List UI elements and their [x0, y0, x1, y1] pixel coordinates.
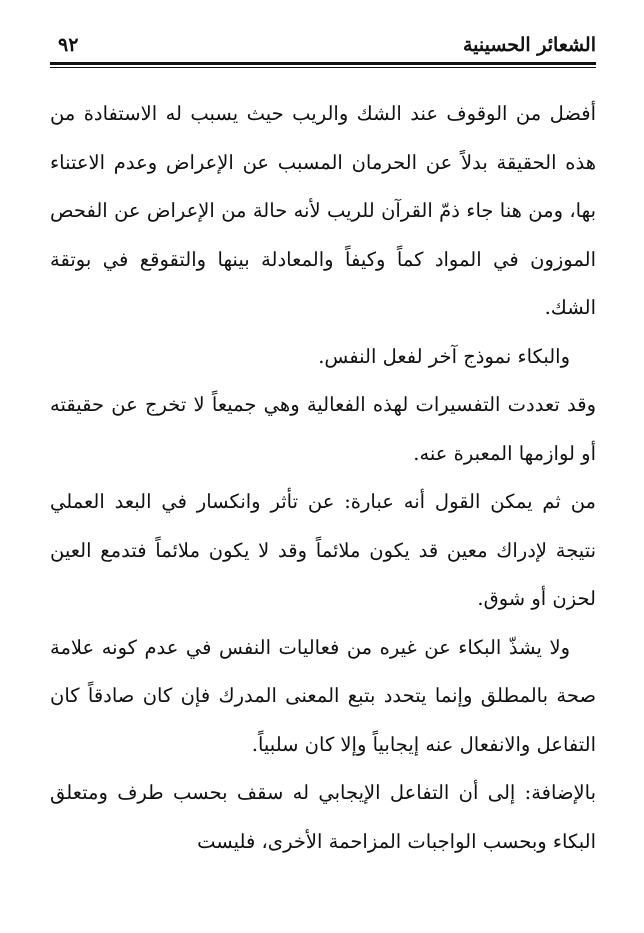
page-number: ٩٢	[58, 34, 79, 56]
paragraph-continuation: أفضل من الوقوف عند الشك والريب حيث يسبب له الاستفادة من هذه الحقيقة بدلاً عن الحرمان المسبب عن الإعراض وعدم الاعتناء بها، ومن هنا جاء ذمّ القرآن للريب لأنه حالة من الإعراض عن الفحص الموزون في المواد كماً وكيفاً والمعادلة بينها والتقوقع في بوتقة الشك.	[50, 102, 596, 319]
paragraph-definition: من ثم يمكن القول أنه عبارة: عن تأثر وانكسار في البعد العملي نتيجة لإدراك معين قد يكون ملائماً وقد لا يكون ملائماً فتدمع العين لحزن أو شوق.	[50, 490, 596, 610]
running-title: الشعائر الحسينية	[462, 34, 596, 56]
page-body	[50, 90, 596, 866]
header-rule-thin	[50, 67, 596, 68]
paragraph-addition: بالإضافة: إلى أن التفاعل الإيجابي له سقف بحسب طرف ومتعلق البكاء وبحسب الواجبات المزاحمة الأخرى، فليست	[50, 781, 596, 853]
paragraph-interpretations: وقد تعددت التفسيرات لهذه الفعالية وهي جميعاً لا تخرج عن حقيقته أو لوازمها المعبرة عنه.	[50, 393, 596, 465]
header-rule-thick	[50, 62, 596, 65]
paragraph-weeping-intro: والبكاء نموذج آخر لفعل النفس.	[318, 344, 570, 368]
paragraph-not-absolute: ولا يشذّ البكاء عن غيره من فعاليات النفس في عدم كونه علامة صحة بالمطلق وإنما يتحدد بتبع المعنى المدرك فإن كان صادقاً كان التفاعل والانفعال عنه إيجابياً وإلا كان سلبياً.	[50, 635, 596, 756]
running-header	[50, 30, 596, 60]
